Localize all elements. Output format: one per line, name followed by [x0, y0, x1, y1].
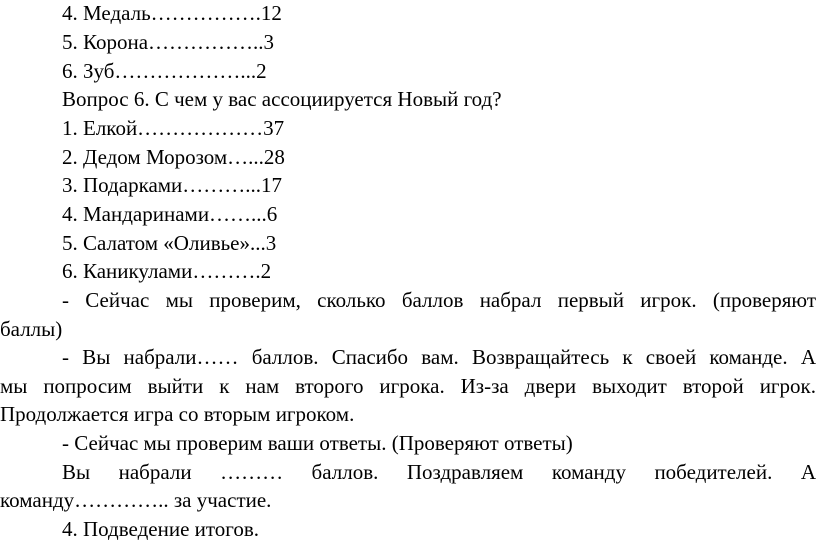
- section-heading: 4. Подведение итогов.: [62, 517, 260, 541]
- question-heading: Вопрос 6. С чем у вас ассоциируется Новый год?: [62, 87, 502, 111]
- list-item-crown: 5. Корона……………..3: [62, 30, 275, 54]
- list-item-tooth: 6. Зуб………………...2: [62, 59, 267, 83]
- answer-item-salad: 5. Салатом «Оливье»...3: [62, 231, 277, 255]
- paragraph-line: команду………….. за участие.: [0, 488, 272, 512]
- answer-item-tree: 1. Елкой………………37: [62, 116, 285, 140]
- paragraph-line: Продолжается игра со вторым игроком.: [0, 402, 355, 426]
- answer-item-holidays: 6. Каникулами……….2: [62, 259, 272, 283]
- paragraph-line: - Сейчас мы проверим ваши ответы. (Проверяют ответы): [62, 431, 573, 455]
- paragraph-line: Вы набрали ……… баллов. Поздравляем команду победителей. А: [62, 460, 816, 484]
- paragraph-line: - Вы набрали…… баллов. Спасибо вам. Возвращайтесь к своей команде. А: [62, 345, 816, 369]
- list-item-medal: 4. Медаль…………….12: [62, 1, 282, 25]
- paragraph-line: - Сейчас мы проверим, сколько баллов набрал первый игрок. (проверяют: [62, 288, 816, 312]
- paragraph-line: мы попросим выйти к нам второго игрока. Из-за двери выходит второй игрок.: [0, 374, 816, 398]
- answer-item-tangerines: 4. Мандаринами……...6: [62, 202, 278, 226]
- answer-item-santa: 2. Дедом Морозом…...28: [62, 145, 285, 169]
- paragraph-line: баллы): [0, 317, 63, 341]
- answer-item-gifts: 3. Подарками………...17: [62, 173, 283, 197]
